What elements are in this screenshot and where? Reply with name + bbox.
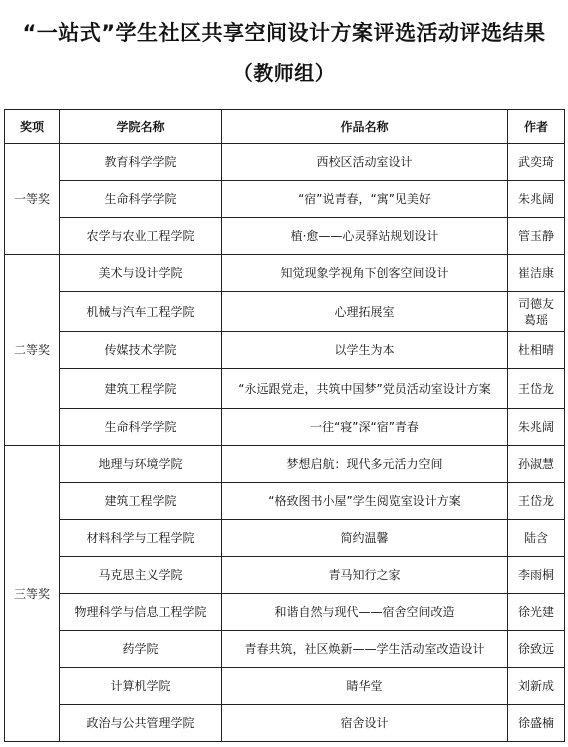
college-cell: 马克思主义学院 — [60, 557, 222, 594]
work-cell: 西校区活动室设计 — [222, 144, 508, 181]
work-cell: 梦想启航：现代多元活力空间 — [222, 446, 508, 483]
college-cell: 农学与农业工程学院 — [60, 218, 222, 255]
work-cell: 睛华堂 — [222, 668, 508, 705]
college-cell: 药学院 — [60, 631, 222, 668]
header-award: 奖项 — [5, 110, 60, 144]
header-row — [5, 110, 565, 144]
college-cell: 建筑工程学院 — [60, 483, 222, 520]
author-cell: 王岱龙 — [508, 369, 565, 409]
college-cell: 建筑工程学院 — [60, 369, 222, 409]
table-row — [5, 631, 565, 668]
table-row — [5, 255, 565, 292]
college-cell: 生命科学学院 — [60, 409, 222, 446]
author-cell: 管玉静 — [508, 218, 565, 255]
work-cell: 青马知行之家 — [222, 557, 508, 594]
table-row — [5, 446, 565, 483]
college-cell: 机械与汽车工程学院 — [60, 292, 222, 332]
header-college: 学院名称 — [60, 110, 222, 144]
college-cell: 生命科学学院 — [60, 181, 222, 218]
college-cell: 材料科学与工程学院 — [60, 520, 222, 557]
page-subtitle: （教师组） — [232, 61, 336, 85]
table-row — [5, 181, 565, 218]
table-row — [5, 668, 565, 705]
college-cell: 传媒技术学院 — [60, 332, 222, 369]
header-author: 作者 — [508, 110, 565, 144]
table-row — [5, 332, 565, 369]
author-cell: 李雨桐 — [508, 557, 565, 594]
college-cell: 教育科学学院 — [60, 144, 222, 181]
work-cell: “永远跟党走，共筑中国梦”党员活动室设计方案 — [222, 369, 508, 409]
college-cell: 地理与环境学院 — [60, 446, 222, 483]
work-cell: 简约温馨 — [222, 520, 508, 557]
author-cell: 孙淑慧 — [508, 446, 565, 483]
table-row — [5, 594, 565, 631]
author-cell: 武奕琦 — [508, 144, 565, 181]
table-row — [5, 483, 565, 520]
award-cell: 一等奖 — [5, 144, 60, 255]
college-cell: 美术与设计学院 — [60, 255, 222, 292]
award-cell: 三等奖 — [5, 446, 60, 742]
table-row — [5, 369, 565, 409]
author-cell: 朱兆阔 — [508, 181, 565, 218]
author-cell: 徐盛楠 — [508, 705, 565, 742]
author-cell: 朱兆阔 — [508, 409, 565, 446]
work-cell: 一往“寝”深“宿”青春 — [222, 409, 508, 446]
table-row — [5, 520, 565, 557]
page-title: “一站式”学生社区共享空间设计方案评选活动评选结果 — [22, 21, 546, 45]
table-row — [5, 292, 565, 332]
work-cell: “格致图书小屋”学生阅览室设计方案 — [222, 483, 508, 520]
header-work: 作品名称 — [222, 110, 508, 144]
table-row — [5, 705, 565, 742]
author-cell: 王岱龙 — [508, 483, 565, 520]
author-cell: 陆含 — [508, 520, 565, 557]
work-cell: “宿”说青春，“寓”见美好 — [222, 181, 508, 218]
work-cell: 青春共筑，社区焕新——学生活动室改造设计 — [222, 631, 508, 668]
table-row — [5, 557, 565, 594]
table-row — [5, 144, 565, 181]
work-cell: 宿舍设计 — [222, 705, 508, 742]
results-table — [4, 109, 565, 742]
author-cell: 杜相晴 — [508, 332, 565, 369]
author-cell: 刘新成 — [508, 668, 565, 705]
work-cell: 心理拓展室 — [222, 292, 508, 332]
college-cell: 政治与公共管理学院 — [60, 705, 222, 742]
award-cell: 二等奖 — [5, 255, 60, 446]
author-cell: 徐致远 — [508, 631, 565, 668]
work-cell: 知觉现象学视角下创客空间设计 — [222, 255, 508, 292]
work-cell: 以学生为本 — [222, 332, 508, 369]
college-cell: 物理科学与信息工程学院 — [60, 594, 222, 631]
table-row — [5, 218, 565, 255]
author-cell: 司德友 葛瑶 — [508, 292, 565, 332]
work-cell: 和谐自然与现代——宿舍空间改造 — [222, 594, 508, 631]
college-cell: 计算机学院 — [60, 668, 222, 705]
author-cell: 徐光建 — [508, 594, 565, 631]
work-cell: 植·愈——心灵驿站规划设计 — [222, 218, 508, 255]
table-row — [5, 409, 565, 446]
author-cell: 崔洁康 — [508, 255, 565, 292]
